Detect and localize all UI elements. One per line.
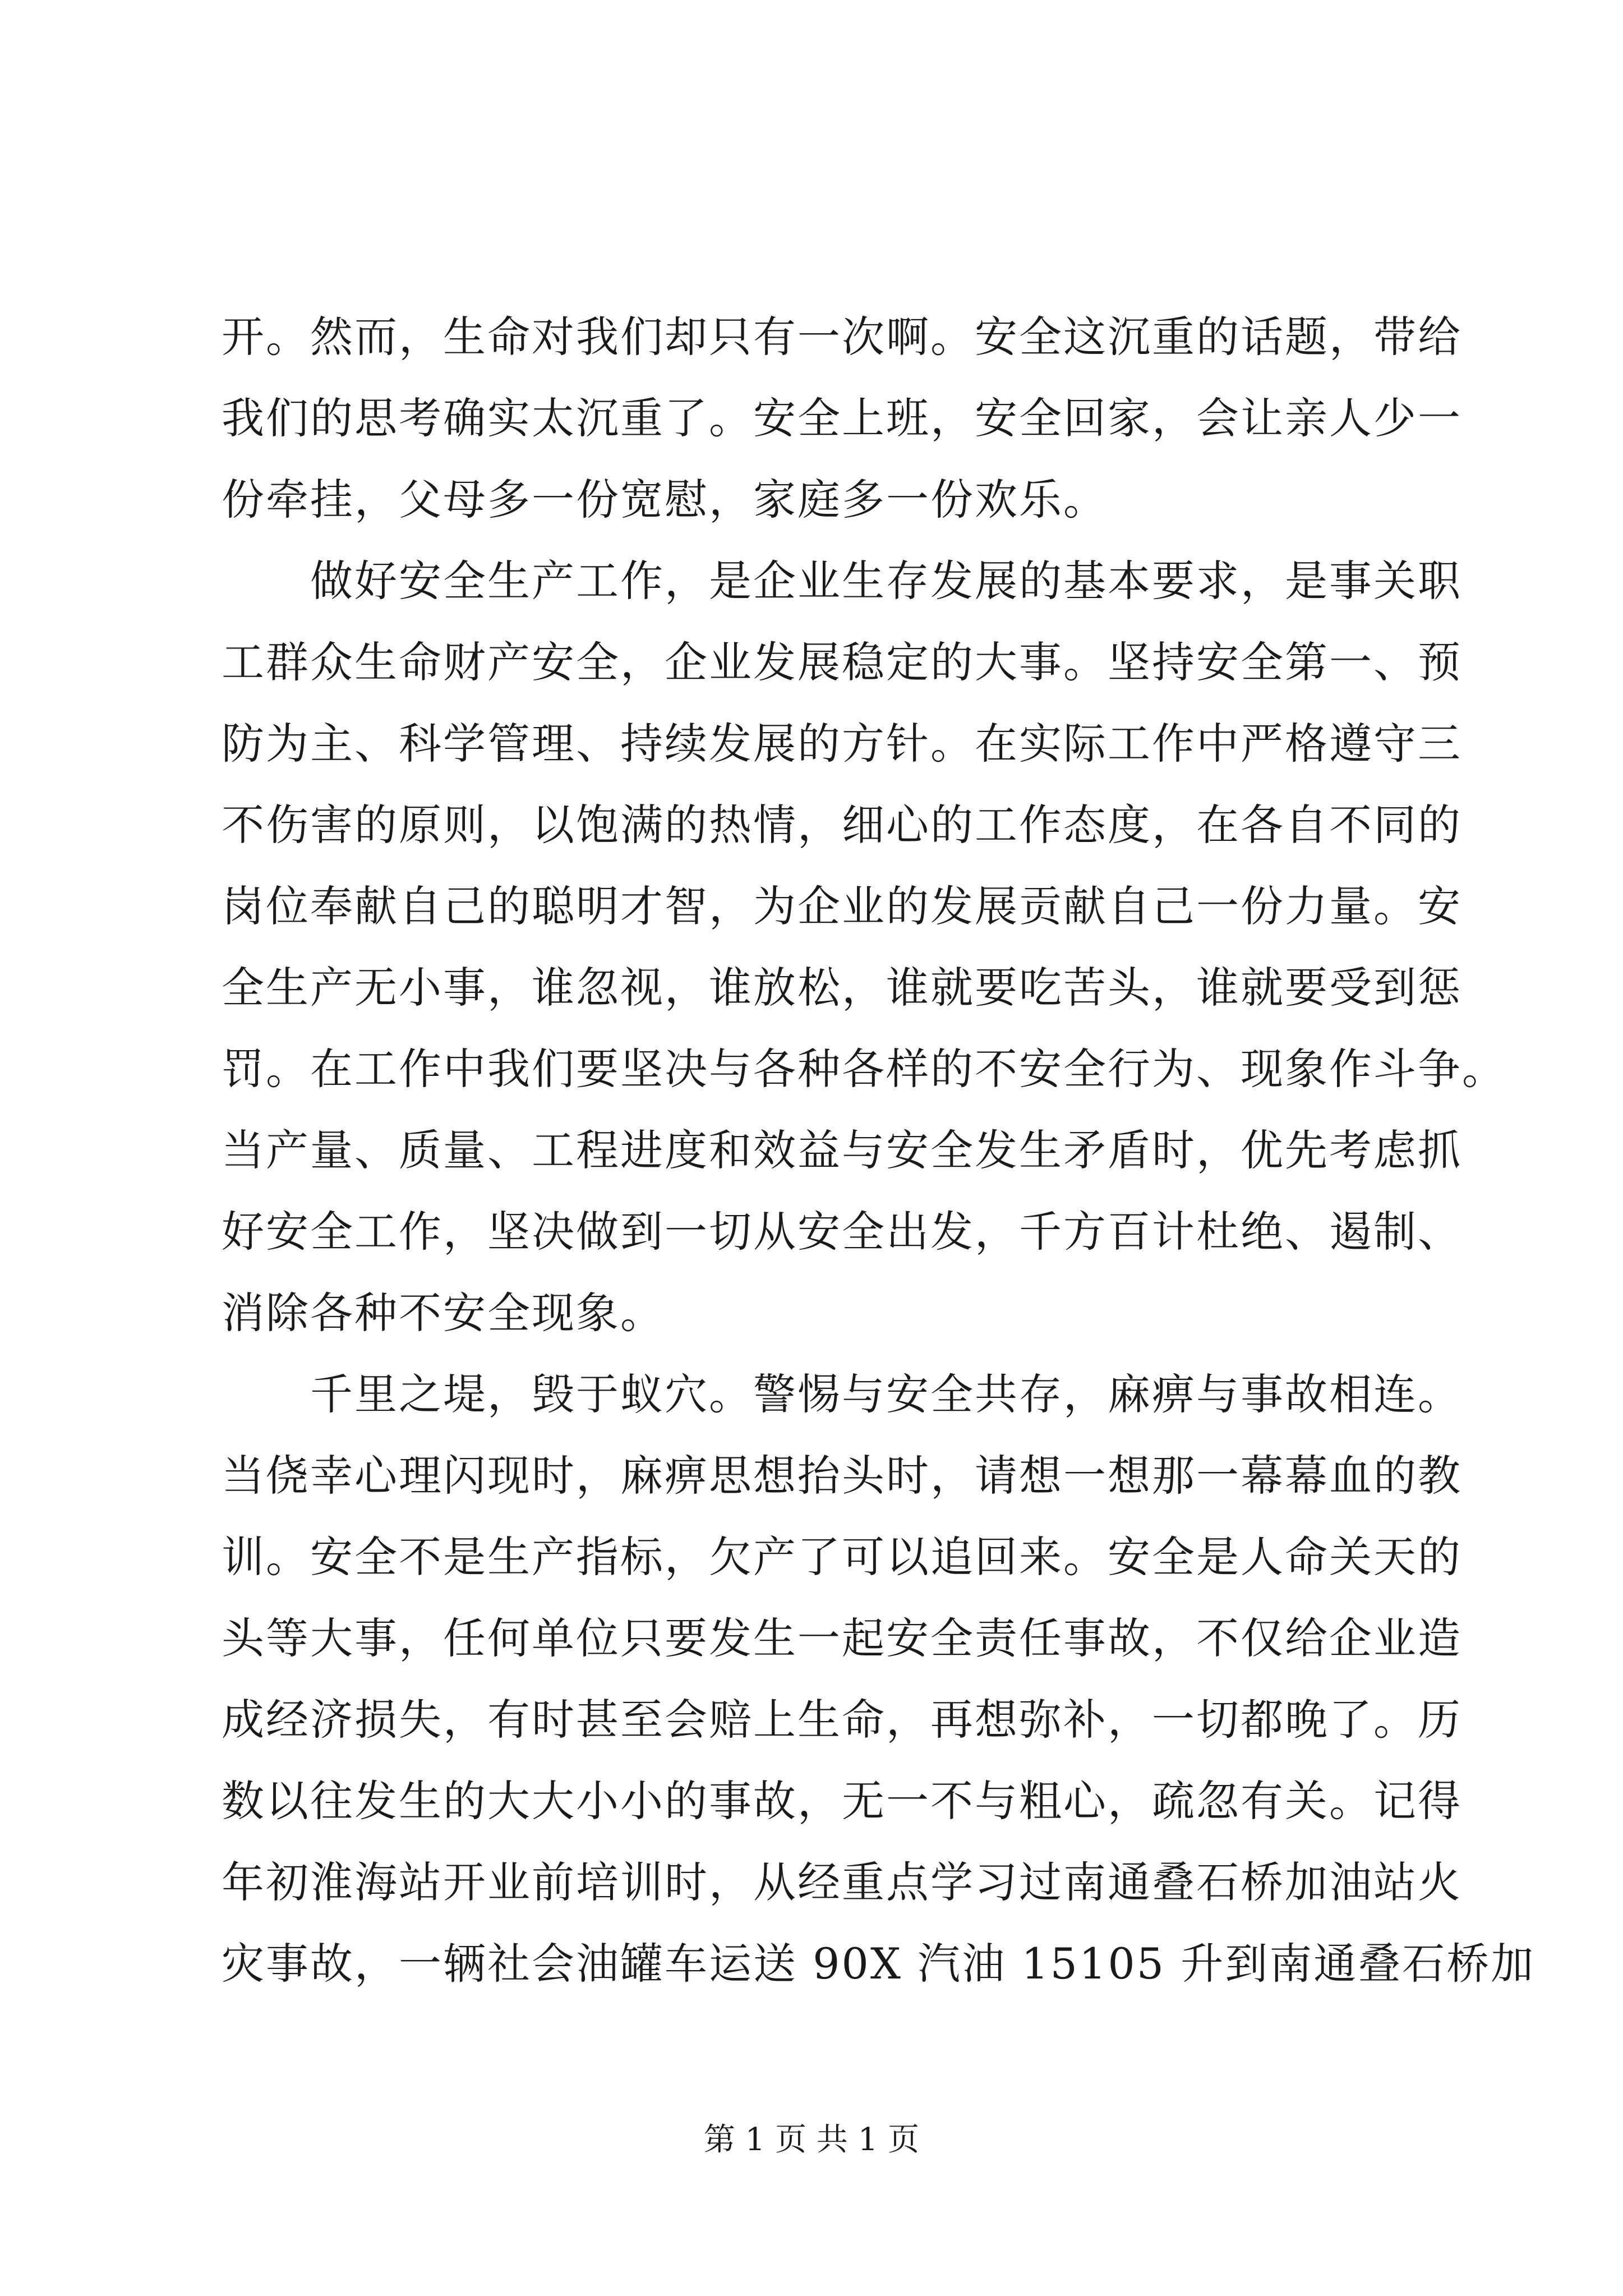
text-line: 灾事故，一辆社会油罐车运送 90X 汽油 15105 升到南通叠石桥加 — [222, 1939, 1536, 1989]
text-line: 好安全工作，坚决做到一切从安全出发，千方百计杜绝、遏制、 — [222, 1207, 1462, 1257]
text-line: 罚。在工作中我们要坚决与各种各样的不安全行为、现象作斗争。 — [222, 1044, 1506, 1094]
text-line: 做好安全生产工作，是企业生存发展的基本要求，是事关职 — [222, 556, 1462, 606]
text-line: 训。安全不是生产指标，欠产了可以追回来。安全是人命关天的 — [222, 1532, 1462, 1582]
text-line: 防为主、科学管理、持续发展的方针。在实际工作中严格遵守三 — [222, 719, 1462, 769]
page-footer: 第 1 页 共 1 页 — [703, 2122, 920, 2158]
text-line: 数以往发生的大大小小的事故，无一不与粗心，疏忽有关。记得 — [222, 1776, 1462, 1826]
text-line: 头等大事，任何单位只要发生一起安全责任事故，不仅给企业造 — [222, 1613, 1462, 1663]
text-line: 消除各种不安全现象。 — [222, 1288, 665, 1338]
text-line: 千里之堤，毁于蚁穴。警惕与安全共存，麻痹与事故相连。 — [222, 1369, 1462, 1419]
text-line: 工群众生命财产安全，企业发展稳定的大事。坚持安全第一、预 — [222, 637, 1462, 687]
text-line: 不伤害的原则，以饱满的热情，细心的工作态度，在各自不同的 — [222, 800, 1462, 850]
text-line: 全生产无小事，谁忽视，谁放松，谁就要吃苦头，谁就要受到惩 — [222, 963, 1462, 1013]
text-line: 当侥幸心理闪现时，麻痹思想抬头时，请想一想那一幕幕血的教 — [222, 1451, 1462, 1501]
text-line: 份牵挂，父母多一份宽慰，家庭多一份欢乐。 — [222, 475, 1108, 524]
document-body — [222, 296, 1536, 2004]
text-line: 当产量、质量、工程进度和效益与安全发生矛盾时，优先考虑抓 — [222, 1125, 1462, 1175]
text-line: 成经济损失，有时甚至会赔上生命，再想弥补，一切都晚了。历 — [222, 1695, 1462, 1745]
text-line: 开。然而，生命对我们却只有一次啊。安全这沉重的话题，带给 — [222, 312, 1462, 362]
text-line: 岗位奉献自己的聪明才智，为企业的发展贡献自己一份力量。安 — [222, 881, 1462, 931]
text-line: 年初淮海站开业前培训时，从经重点学习过南通叠石桥加油站火 — [222, 1857, 1462, 1907]
text-line: 我们的思考确实太沉重了。安全上班，安全回家，会让亲人少一 — [222, 393, 1462, 443]
